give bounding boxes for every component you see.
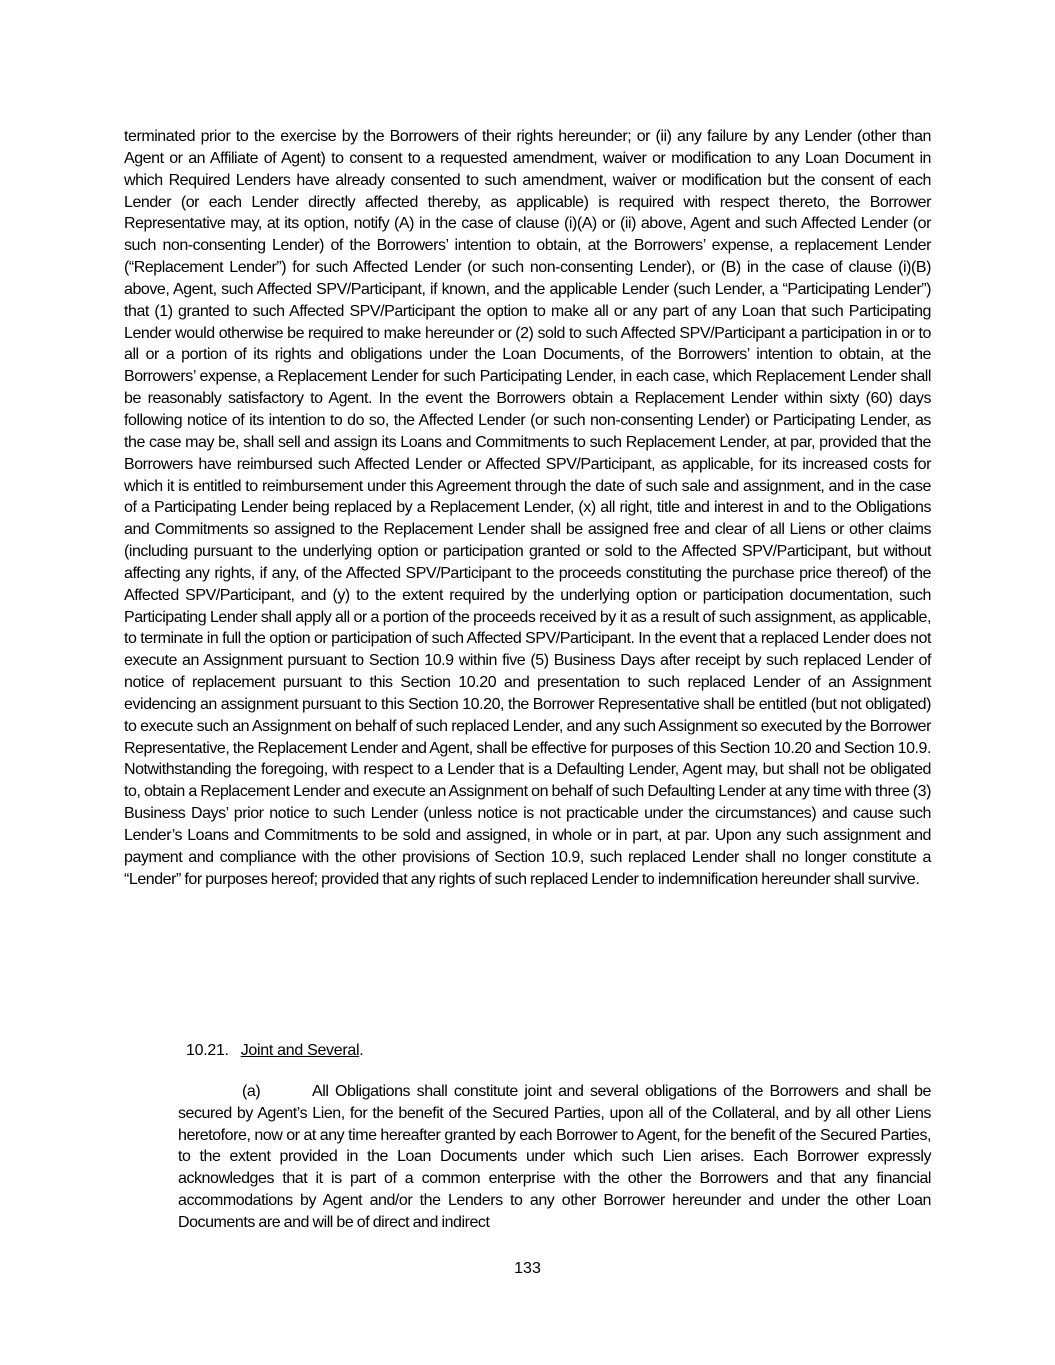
section-heading (186, 1040, 363, 1062)
body-paragraph: terminated prior to the exercise by the Borrowers of their rights hereunder; or (ii) any failure by any Lender (other than Agent or an Affiliate of Agent) to consent to a requested amendment, waiver or modification to any Loan Document in which Required Lenders have already consented to such amendment, waiver or modification but the consent of each Lender (or each Lender directly affected thereby, as applicable) is required with respect thereto, the Borrower Representative may, at its option, notify (A) in the case of clause (i)(A) or (ii) above, Agent and such Affected Lender (or such non-consenting Lender) of the Borrowers’ intention to obtain, at the Borrowers’ expense, a replacement Lender (“Replacement Lender”) for such Affected Lender (or such non-consenting Lender), or (B) in the case of clause (i)(B) above, Agent, such Affected SPV/Participant, if known, and the applicable Lender (such Lender, a “Participating Lender”) that (1) granted to such Affected SPV/Participant the option to make all or any part of any Loan that such Participating Lender would otherwise be required to make hereunder or (2) sold to such Affected SPV/Participant a participation in or to all or a portion of its rights and obligations under the Loan Documents, of the Borrowers’ intention to obtain, at the Borrowers’ expense, a Replacement Lender for such Participating Lender, in each case, which Replacement Lender shall be reasonably satisfactory to Agent. In the event the Borrowers obtain a Replacement Lender within sixty (60) days following notice of its intention to do so, the Affected Lender (or such non-consenting Lender) or Participating Lender, as the case may be, shall sell and assign its Loans and Commitments to such Replacement Lender, at par, provided that the Borrowers have reimbursed such Affected Lender or Affected SPV/Participant, as applicable, for its increased costs for which it is entitled to reimbursement under this Agreement through the date of such sale and assignment, and in the case of a Participating Lender being replaced by a Replacement Lender, (x) all right, title and interest in and to the Obligations and Commitments so assigned to the Replacement Lender shall be assigned free and clear of all Liens or other claims (including pursuant to the underlying option or participation granted or sold to the Affected SPV/Participant, but without affecting any rights, if any, of the Affected SPV/Participant to the proceeds constituting the purchase price thereof) of the Affected SPV/Participant, and (y) to the extent required by the underlying option or participation documentation, such Participating Lender shall apply all or a portion of the proceeds received by it as a result of such assignment, as applicable, to terminate in full the option or participation of such Affected SPV/Participant. In the event that a replaced Lender does not execute an Assignment pursuant to Section 10.9 within five (5) Business Days after receipt by such replaced Lender of notice of replacement pursuant to this Section 10.20 and presentation to such replaced Lender of an Assignment evidencing an assignment pursuant to this Section 10.20, the Borrower Representative shall be entitled (but not obligated) to execute such an Assignment on behalf of such replaced Lender, and any such Assignment so executed by the Borrower Representative, the Replacement Lender and Agent, shall be effective for purposes of this Section 10.20 and Section 10.9. Notwithstanding the foregoing, with respect to a Lender that is a Defaulting Lender, Agent may, but shall not be obligated to, obtain a Replacement Lender and execute an Assignment on behalf of such Defaulting Lender at any time with three (3) Business Days’ prior notice to such Lender (unless notice is not practicable under the circumstances) and cause such Lender’s Loans and Commitments to be sold and assigned, in whole or in part, at par. Upon any such assignment and payment and compliance with the other provisions of Section 10.9, such replaced Lender shall no longer constitute a “Lender” for purposes hereof; provided that any rights of such replaced Lender to indemnification hereunder shall survive. (124, 128, 931, 888)
page-number: 133 (514, 1260, 541, 1277)
subsection-text: All Obligations shall constitute joint and several obligations of the Borrowers and shall be secured by Agent’s Lien, for the benefit of the Secured Parties, upon all of the Collateral, and by all other Liens heretofore, now or at any time hereafter granted by each Borrower to Agent, for the benefit of the Secured Parties, to the extent provided in the Loan Documents under which such Lien arises. Each Borrower expressly acknowledges that it is part of a common enterprise with the other the Borrowers and that any financial accommodations by Agent and/or the Lenders to any other Borrower hereunder and under the other Loan Documents are and will be of direct and indirect (178, 1083, 931, 1231)
section-title-suffix: . (359, 1042, 364, 1059)
section-title: Joint and Several (240, 1042, 360, 1059)
subsection-label: (a) (242, 1083, 261, 1100)
subsection-paragraph (178, 1081, 931, 1234)
section-number: 10.21. (186, 1042, 229, 1059)
